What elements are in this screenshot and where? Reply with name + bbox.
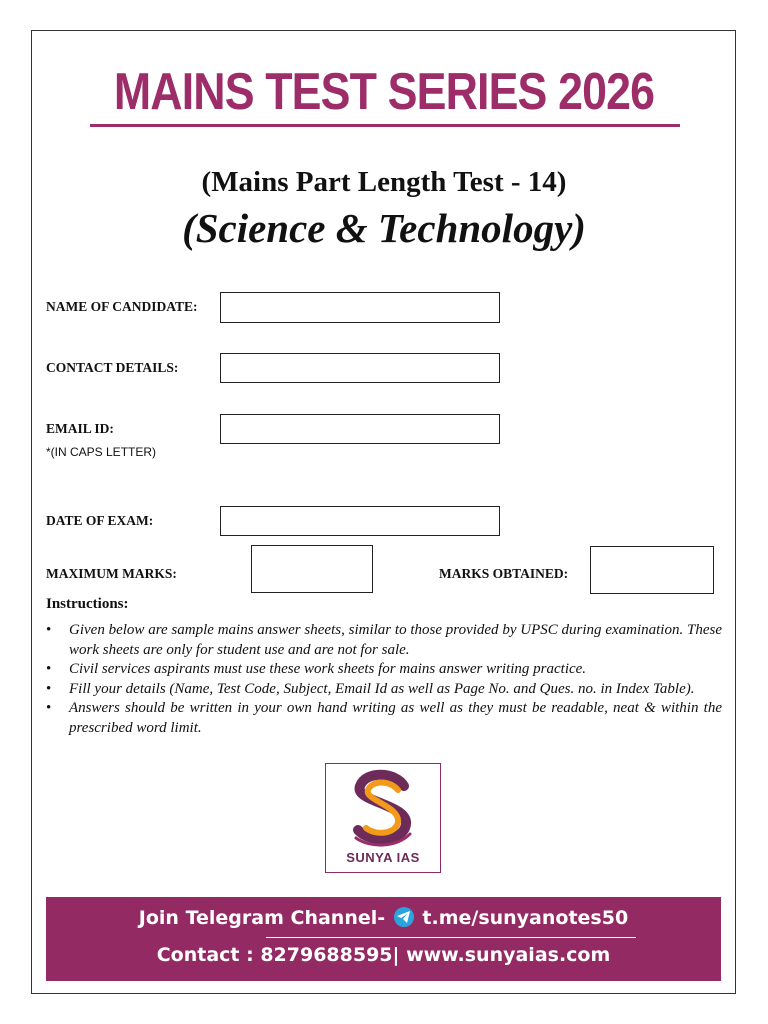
instruction-item: • Given below are sample mains answer sheets, similar to those provided by UPSC during examination. These work sheets are only for student use and are not for sale. [46,621,722,660]
contact-label: CONTACT DETAILS: [46,360,179,375]
telegram-prefix: Join Telegram Channel- [138,907,386,929]
max-marks-input[interactable] [251,545,373,593]
test-subtitle: (Mains Part Length Test - 14) [201,166,567,198]
test-subject: (Science & Technology) [182,205,586,251]
instruction-item: • Civil services aspirants must use these work sheets for mains answer writing practice. [46,660,722,680]
sunya-s-logo-icon [326,764,440,850]
marks-obtained-label: MARKS OBTAINED: [439,566,569,581]
logo-text: SUNYA IAS [346,850,420,865]
date-input[interactable] [220,506,500,536]
instruction-item: • Answers should be written in your own hand writing as well as they must be readable, neat & within the prescribed word limit. [46,699,722,738]
instructions-heading: Instructions: [46,596,129,612]
contact-line[interactable]: Contact : 8279688595| www.sunyaias.com [156,944,611,966]
marks-obtained-input[interactable] [590,546,714,594]
sunya-ias-logo [325,763,441,873]
name-input[interactable] [220,292,500,323]
footer-divider [266,937,636,938]
main-title: MAINS TEST SERIES 2026 [113,63,655,121]
instructions-list [46,621,722,738]
telegram-icon [394,907,414,927]
footer-banner [46,897,721,981]
telegram-line [46,907,721,929]
name-label: NAME OF CANDIDATE: [46,299,198,314]
instruction-item: • Fill your details (Name, Test Code, Subject, Email Id as well as Page No. and Ques. no. in Index Table). [46,680,722,700]
contact-input[interactable] [220,353,500,383]
date-label: DATE OF EXAM: [46,513,154,528]
email-input[interactable] [220,414,500,444]
telegram-link[interactable]: t.me/sunyanotes50 [422,907,629,929]
email-note: *(IN CAPS LETTER) [46,445,157,459]
max-marks-label: MAXIMUM MARKS: [46,566,177,581]
email-label: EMAIL ID: [46,421,114,436]
title-underline [90,124,680,127]
